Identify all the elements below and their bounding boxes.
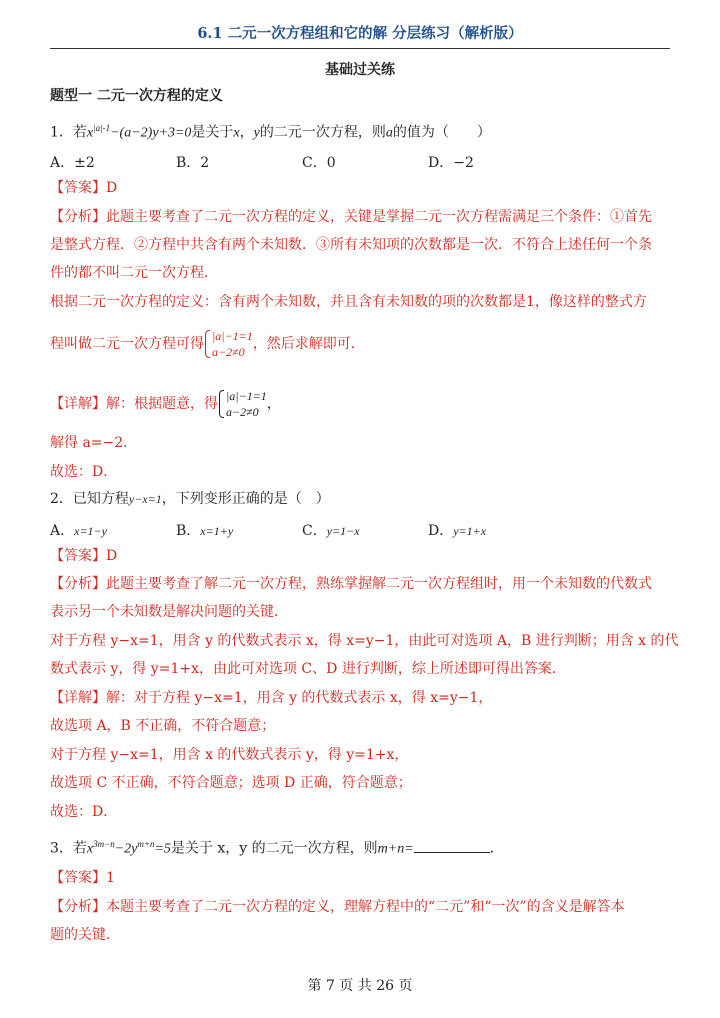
q1-answer: 【答案】D — [50, 180, 118, 196]
q1-sep: ， — [239, 124, 254, 141]
q1-option-c: C．0 — [302, 155, 336, 171]
q1-option-d: D．−2 — [428, 155, 474, 171]
q2-option-d — [428, 520, 486, 540]
q2-option-c-expr: y=1−x — [326, 524, 360, 538]
q1-sys-eq-2: a−2≠0 — [212, 345, 245, 359]
q3-analysis-line-1: 【分析】本题主要考查了二元一次方程的定义，理解方程中的“二元”和“一次”的含义是解答本 — [50, 899, 625, 915]
q1-detail-system — [218, 388, 267, 420]
q1-detail-sys-eq-1: |a|−1=1 — [226, 389, 267, 403]
q2-option-d-expr: y=1+x — [453, 524, 487, 538]
q1-detail-end: ， — [266, 396, 281, 412]
q2-analysis-line-1: 【分析】此题主要考查了解二元一次方程，熟练掌握解二元一次方程组时，用一个未知数的代数式 — [50, 576, 652, 592]
q3-equals: =5 — [154, 841, 171, 857]
q2-detail-line-4: 故选项 C 不正确，不符合题意；选项 D 正确，符合题意； — [50, 775, 412, 791]
q1-analysis-line-1: 【分析】此题主要考查了二元一次方程的定义，关键是掌握二元一次方程需满足三个条件：①首先 — [50, 209, 652, 225]
q1-expr-base: x — [86, 125, 94, 141]
q1-stem-tail: 的值为（ ） — [392, 124, 491, 141]
q3-exp-1: 3m−n — [93, 839, 115, 849]
q2-detail-line-2: 故选项 A，B 不正确，不符合题意； — [50, 718, 276, 734]
q2-option-c — [302, 520, 360, 540]
q1-analysis-line-3: 件的都不叫二元一次方程． — [50, 265, 218, 281]
q1-analysis-line-5 — [50, 328, 365, 360]
q1-analysis-5-end: ，然后求解即可． — [252, 336, 365, 352]
q3-number: 3．若 — [50, 840, 87, 857]
q1-solve: 解得 a=−2． — [50, 435, 138, 451]
q1-var-y: y — [253, 125, 260, 141]
q1-stem-end: 的二元一次方程，则 — [259, 124, 386, 141]
q3-answer: 【答案】1 — [50, 870, 115, 886]
q2-option-c-label: C． — [302, 523, 327, 539]
q1-equation-system — [204, 328, 253, 360]
q3-analysis-line-2: 题的关键． — [50, 927, 120, 943]
q1-stem-mid: 是关于 — [191, 124, 234, 141]
q2-stem-a: 2．已知方程 — [50, 491, 129, 507]
q2-analysis-line-4: 数式表示 y，得 y=1+x，由此可对选项 C、D 进行判断，综上所述即可得出答案． — [50, 661, 566, 677]
q3-ask: m+n= — [377, 841, 414, 857]
q1-option-a: A．±2 — [50, 155, 95, 171]
q3-end: ． — [489, 840, 504, 857]
topic-title: 题型一 二元一次方程的定义 — [50, 88, 223, 104]
q2-stem-equation: y−x=1 — [128, 492, 162, 506]
q2-option-b-label: B． — [176, 523, 201, 539]
q1-analysis-line-4: 根据二元一次方程的定义：含有两个未知数，并且含有未知数的项的次数都是1，像这样的整式方 — [50, 294, 647, 310]
q1-var-a: a — [385, 125, 393, 141]
section-title: 基础过关练 — [325, 62, 395, 78]
q2-detail-line-3: 对于方程 y−x=1，用含 x 的代数式表示 y，得 y=1+x， — [50, 747, 409, 763]
q1-sys-eq-1: |a|−1=1 — [212, 329, 253, 343]
q3-answer-blank[interactable] — [414, 840, 490, 853]
q1-number: 1．若 — [50, 124, 87, 141]
q1-detail-text: 解：根据题意，得 — [106, 396, 218, 412]
q1-detail-label: 【详解】 — [50, 396, 106, 412]
q3-stem — [50, 834, 504, 860]
q1-detail-sys-eq-2: a−2≠0 — [226, 405, 259, 419]
q3-term-2y: −2y — [114, 841, 138, 857]
q1-option-b: B．2 — [176, 155, 210, 171]
q2-choose: 故选：D． — [50, 804, 118, 820]
q2-answer: 【答案】D — [50, 548, 118, 564]
q2-detail-line-1: 【详解】解：对于方程 y−x=1，用含 y 的代数式表示 x，得 x=y−1， — [50, 690, 493, 706]
q1-analysis-5-text: 程叫做二元一次方程可得 — [50, 336, 204, 352]
q2-option-d-label: D． — [428, 523, 454, 539]
q1-stem — [50, 118, 491, 144]
q2-option-a-label: A． — [50, 523, 75, 539]
q1-expr-rest: −(a−2)y+3=0 — [110, 125, 192, 141]
q2-stem — [50, 489, 330, 509]
q2-option-b — [176, 520, 233, 540]
header-divider — [50, 48, 670, 49]
q1-expr-exponent: |a|-1 — [93, 123, 111, 133]
q1-choose: 故选：D． — [50, 464, 118, 480]
q2-option-b-expr: x=1+y — [200, 524, 234, 538]
page-footer: 第 7 页 共 26 页 — [307, 978, 413, 994]
q2-option-a-expr: x=1−y — [74, 524, 107, 538]
q3-stem-text: 是关于 x，y 的二元一次方程，则 — [170, 840, 378, 857]
q1-var-x: x — [233, 125, 240, 141]
q2-stem-b: ，下列变形正确的是（ ） — [161, 491, 330, 507]
q3-exp-2: m+n — [137, 839, 155, 849]
q2-option-a — [50, 520, 107, 540]
q2-analysis-line-3: 对于方程 y−x=1，用含 y 的代数式表示 x，得 x=y−1，由此可对选项 A，B 进行判断；用含 x 的代 — [50, 633, 679, 649]
q1-analysis-line-2: 是整式方程．②方程中共含有两个未知数．③所有未知项的次数都是一次．不符合上述任何一个条 — [50, 237, 652, 253]
q2-analysis-line-2: 表示另一个未知数是解决问题的关键． — [50, 604, 288, 620]
q1-detail — [50, 388, 281, 420]
page-header-title: 6.1 二元一次方程组和它的解 分层练习（解析版） — [197, 25, 523, 42]
q3-base-x: x — [86, 841, 94, 857]
